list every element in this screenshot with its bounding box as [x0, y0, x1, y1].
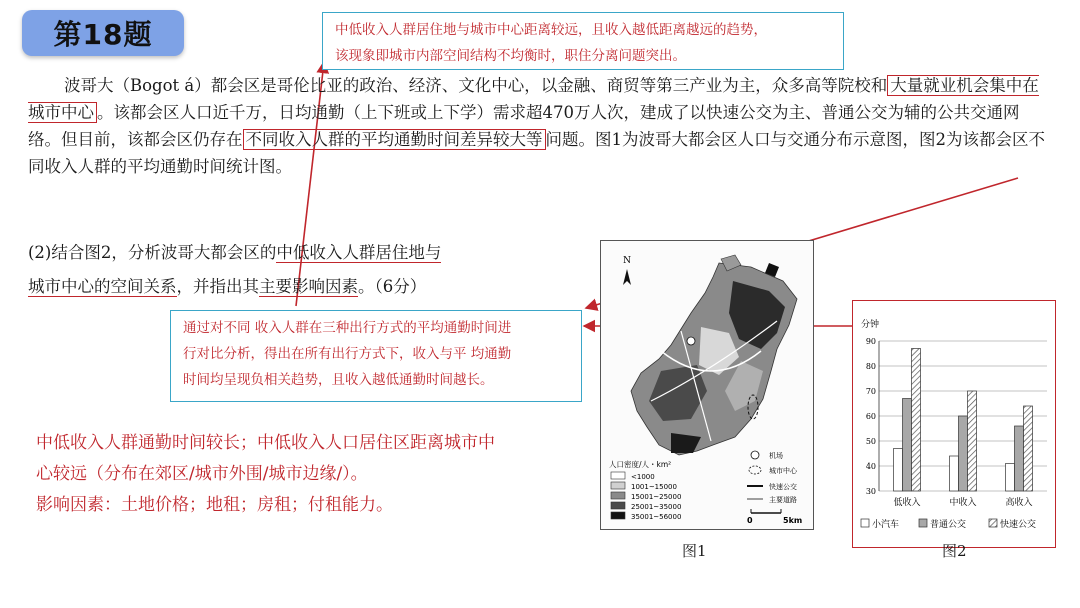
map-legend-title: 人口密度/人・km²: [609, 460, 672, 469]
legend-city-center: 城市中心: [769, 467, 797, 475]
y-tick-label: 50: [865, 437, 876, 446]
figure2-caption: 图2: [942, 542, 967, 560]
note-mid-line2: 行对比分析，得出在所有出行方式下，收入与平 均通勤: [183, 346, 512, 362]
legend-label: 快速公交: [1000, 520, 1037, 530]
density-class-5: 35001~56000: [631, 513, 682, 521]
x-category-label: 中收入: [949, 498, 977, 508]
bar: [959, 416, 968, 491]
commute-time-chart-box: [852, 300, 1056, 548]
north-label: N: [623, 256, 631, 266]
answer-text: [36, 428, 592, 521]
legend-brt: 快速公交: [769, 483, 797, 491]
bar: [1024, 406, 1033, 491]
stem-paragraph: [28, 72, 1050, 180]
population-transport-map: [600, 240, 814, 530]
q-underline-2: 城市中心的空间关系: [28, 277, 177, 296]
y-tick-label: 90: [865, 337, 876, 346]
bar: [1006, 464, 1015, 492]
stem-highlight-commute-diff: 不同收入人群的平均通勤时间差异较大等: [243, 129, 546, 150]
map-graphic: [601, 241, 813, 529]
y-tick-label: 80: [865, 362, 876, 371]
note-top-line1: 中低收入人群居住地与城市中心距离较远，且收入越低距离越远的趋势，: [335, 22, 767, 38]
sub-question: [28, 236, 588, 304]
scale-zero: 0: [747, 516, 753, 525]
figure1-caption: 图1: [682, 542, 707, 560]
answer-line3: 影响因素：土地价格；地租；房租；付租能力。: [36, 495, 393, 515]
symbol-legend: [747, 451, 798, 504]
bar: [950, 456, 959, 491]
question-title-badge: 第18题: [22, 10, 184, 56]
annotation-note-analysis: [170, 310, 582, 402]
stem-text-1: 波哥大（Bogot á）都会区是哥伦比亚的政治、经济、文化中心，以金融、商贸等第三产业为主，众多高等院校和: [64, 76, 888, 95]
note-top-line2: 该现象即城市内部空间结构不均衡时，职住分离问题突出。: [335, 48, 686, 64]
x-category-label: 低收入: [893, 498, 921, 508]
legend-label: 普通公交: [930, 520, 967, 530]
bar: [968, 391, 977, 491]
scale-bar: [747, 509, 802, 525]
bar: [1015, 426, 1024, 491]
density-legend: [611, 472, 681, 521]
y-tick-label: 40: [865, 462, 876, 471]
density-class-1: <1000: [631, 473, 655, 481]
q-prefix: (2)结合图2，分析波哥大都会区的: [28, 243, 277, 262]
q-underline-1: 中低收入人群居住地与: [276, 243, 442, 262]
airport-icon: [751, 451, 759, 459]
city-density-shape: [631, 255, 797, 455]
density-class-2: 1001~15000: [631, 483, 677, 491]
y-tick-label: 60: [865, 412, 876, 421]
legend-swatch: [989, 519, 997, 527]
city-center-icon: [749, 466, 761, 474]
answer-line1: 中低收入人群通勤时间较长；中低收入人口居住区距离城市中: [36, 433, 495, 453]
answer-line2: 心较远（分布在郊区/城市外围/城市边缘/）。: [36, 464, 368, 484]
density-class-3: 15001~25000: [631, 493, 682, 501]
bar: [903, 399, 912, 492]
legend-label: 小汽车: [872, 520, 900, 530]
scale-label: 5km: [783, 516, 803, 525]
q-mid: ，并指出其: [176, 277, 259, 296]
q-suffix: 。（6分）: [358, 277, 427, 296]
note-mid-line3: 时间均呈现负相关趋势，且收入越低通勤时间越长。: [183, 372, 494, 388]
north-arrow-icon: [623, 256, 631, 285]
x-category-label: 高收入: [1005, 498, 1033, 508]
annotation-note-top: [322, 12, 844, 70]
y-axis-label: 分钟: [861, 320, 880, 330]
bar: [912, 349, 921, 492]
stem-text-2: 。该都会区人口近千万，日均通勤（上下班或上下学）需求超470万人次，建成了以快速公交为主、普通公交为辅的公共交通网络。但目前，该都会区仍存在: [28, 103, 1020, 149]
y-tick-label: 30: [865, 487, 876, 496]
legend-airport: 机场: [769, 452, 783, 460]
density-class-4: 25001~35000: [631, 503, 682, 511]
legend-main-road: 主要道路: [769, 496, 797, 504]
legend-swatch: [919, 519, 927, 527]
stem-text-3: 问题。图1为波哥大都会区人口与交通分布示意图，图2为该都会区不同收入人群的平均通勤时间统计图。: [28, 130, 1045, 176]
bar: [894, 449, 903, 492]
note-mid-line1: 通过对不同 收入人群在三种出行方式的平均通勤时间进: [183, 320, 512, 336]
legend-swatch: [861, 519, 869, 527]
y-tick-label: 70: [865, 387, 876, 396]
stem-highlight-city-center: 大量就业机会集中在城市中心: [28, 76, 1039, 122]
q-underline-3: 主要影响因素: [259, 277, 358, 296]
commute-time-chart: [853, 301, 1055, 547]
